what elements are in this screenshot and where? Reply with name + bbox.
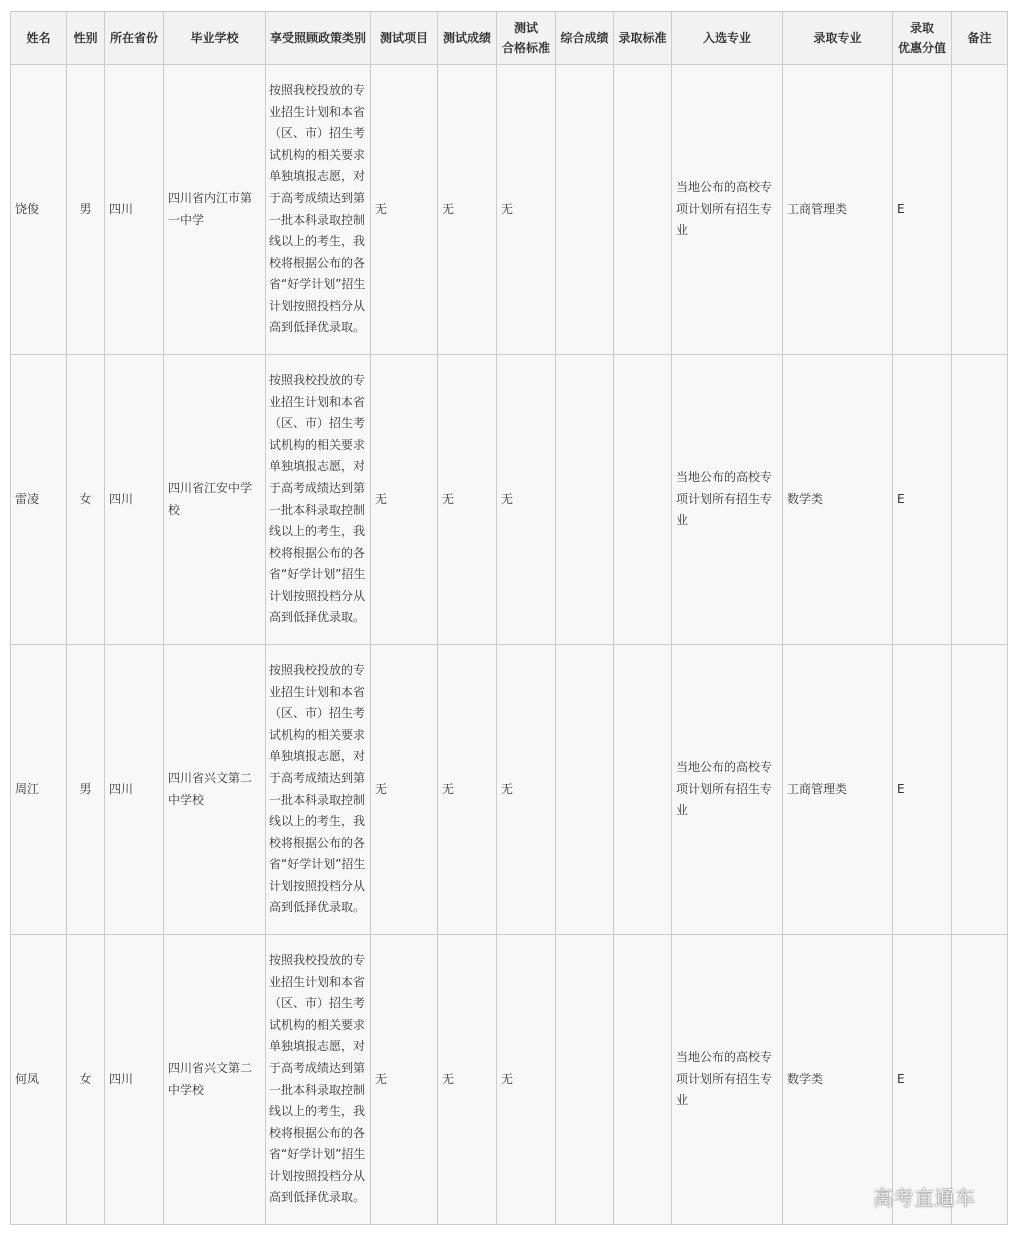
header-bonus-line2: 优惠分值 bbox=[897, 41, 946, 55]
cell-school: 四川省内江市第一中学 bbox=[164, 65, 266, 355]
cell-admitted-major: 工商管理类 bbox=[783, 645, 893, 935]
header-gender: 性别 bbox=[67, 12, 105, 65]
cell-name: 雷凌 bbox=[11, 355, 67, 645]
cell-name: 周江 bbox=[11, 645, 67, 935]
header-remarks: 备注 bbox=[952, 12, 1008, 65]
cell-selected-major: 当地公布的高校专项计划所有招生专业 bbox=[672, 355, 783, 645]
table-row bbox=[11, 65, 1008, 355]
header-province: 所在省份 bbox=[105, 12, 164, 65]
cell-admission-standard bbox=[614, 935, 672, 1225]
cell-test-score: 无 bbox=[438, 935, 497, 1225]
cell-admission-standard bbox=[614, 65, 672, 355]
header-overall-score: 综合成绩 bbox=[556, 12, 614, 65]
cell-admission-standard bbox=[614, 645, 672, 935]
cell-gender: 男 bbox=[67, 65, 105, 355]
cell-province: 四川 bbox=[105, 935, 164, 1225]
cell-test-standard: 无 bbox=[497, 645, 556, 935]
header-policy: 享受照顾政策类别 bbox=[266, 12, 371, 65]
cell-name: 何凤 bbox=[11, 935, 67, 1225]
cell-school: 四川省兴文第二中学校 bbox=[164, 645, 266, 935]
cell-overall-score bbox=[556, 65, 614, 355]
cell-bonus: E bbox=[893, 935, 952, 1225]
cell-gender: 男 bbox=[67, 645, 105, 935]
header-admitted-major: 录取专业 bbox=[783, 12, 893, 65]
cell-test-score: 无 bbox=[438, 65, 497, 355]
cell-school: 四川省兴文第二中学校 bbox=[164, 935, 266, 1225]
cell-overall-score bbox=[556, 355, 614, 645]
cell-school: 四川省江安中学校 bbox=[164, 355, 266, 645]
header-test-standard-line2: 合格标准 bbox=[501, 41, 550, 55]
admission-list-table bbox=[10, 11, 1008, 1225]
header-test-score: 测试成绩 bbox=[438, 12, 497, 65]
cell-policy: 按照我校投放的专业招生计划和本省（区、市）招生考试机构的相关要求单独填报志愿，对于高考成绩达到第一批本科录取控制线以上的考生，我校将根据公布的各省“好学计划”招生计划按照投档分从高到低择优录取。 bbox=[266, 355, 371, 645]
cell-test-score: 无 bbox=[438, 645, 497, 935]
cell-bonus: E bbox=[893, 355, 952, 645]
watermark-text: 高考直通车 bbox=[873, 1186, 976, 1210]
cell-gender: 女 bbox=[67, 935, 105, 1225]
cell-remarks bbox=[952, 935, 1008, 1225]
cell-test-standard: 无 bbox=[497, 935, 556, 1225]
cell-test-item: 无 bbox=[371, 935, 438, 1225]
cell-admitted-major: 工商管理类 bbox=[783, 65, 893, 355]
table-row bbox=[11, 935, 1008, 1225]
cell-test-item: 无 bbox=[371, 645, 438, 935]
header-row bbox=[11, 12, 1008, 65]
header-test-standard bbox=[497, 12, 556, 65]
cell-remarks bbox=[952, 355, 1008, 645]
cell-remarks bbox=[952, 645, 1008, 935]
cell-policy: 按照我校投放的专业招生计划和本省（区、市）招生考试机构的相关要求单独填报志愿，对于高考成绩达到第一批本科录取控制线以上的考生，我校将根据公布的各省“好学计划”招生计划按照投档分从高到低择优录取。 bbox=[266, 65, 371, 355]
cell-overall-score bbox=[556, 935, 614, 1225]
header-test-standard-line1: 测试 bbox=[513, 21, 538, 35]
cell-province: 四川 bbox=[105, 65, 164, 355]
header-admission-standard: 录取标准 bbox=[614, 12, 672, 65]
cell-selected-major: 当地公布的高校专项计划所有招生专业 bbox=[672, 65, 783, 355]
header-selected-major: 入选专业 bbox=[672, 12, 783, 65]
header-bonus bbox=[893, 12, 952, 65]
cell-name: 饶俊 bbox=[11, 65, 67, 355]
table-row bbox=[11, 645, 1008, 935]
cell-remarks bbox=[952, 65, 1008, 355]
cell-admitted-major: 数学类 bbox=[783, 935, 893, 1225]
cell-policy: 按照我校投放的专业招生计划和本省（区、市）招生考试机构的相关要求单独填报志愿，对于高考成绩达到第一批本科录取控制线以上的考生，我校将根据公布的各省“好学计划”招生计划按照投档分从高到低择优录取。 bbox=[266, 645, 371, 935]
cell-test-item: 无 bbox=[371, 65, 438, 355]
cell-admitted-major: 数学类 bbox=[783, 355, 893, 645]
cell-bonus: E bbox=[893, 65, 952, 355]
table-row bbox=[11, 355, 1008, 645]
cell-selected-major: 当地公布的高校专项计划所有招生专业 bbox=[672, 935, 783, 1225]
cell-policy: 按照我校投放的专业招生计划和本省（区、市）招生考试机构的相关要求单独填报志愿，对于高考成绩达到第一批本科录取控制线以上的考生，我校将根据公布的各省“好学计划”招生计划按照投档分从高到低择优录取。 bbox=[266, 935, 371, 1225]
cell-overall-score bbox=[556, 645, 614, 935]
cell-test-standard: 无 bbox=[497, 65, 556, 355]
cell-test-item: 无 bbox=[371, 355, 438, 645]
admission-list-table-container bbox=[10, 11, 1008, 1225]
header-school: 毕业学校 bbox=[164, 12, 266, 65]
cell-gender: 女 bbox=[67, 355, 105, 645]
cell-selected-major: 当地公布的高校专项计划所有招生专业 bbox=[672, 645, 783, 935]
cell-admission-standard bbox=[614, 355, 672, 645]
cell-province: 四川 bbox=[105, 645, 164, 935]
header-name: 姓名 bbox=[11, 12, 67, 65]
cell-test-standard: 无 bbox=[497, 355, 556, 645]
header-test-item: 测试项目 bbox=[371, 12, 438, 65]
cell-province: 四川 bbox=[105, 355, 164, 645]
header-bonus-line1: 录取 bbox=[909, 21, 934, 35]
cell-bonus: E bbox=[893, 645, 952, 935]
cell-test-score: 无 bbox=[438, 355, 497, 645]
